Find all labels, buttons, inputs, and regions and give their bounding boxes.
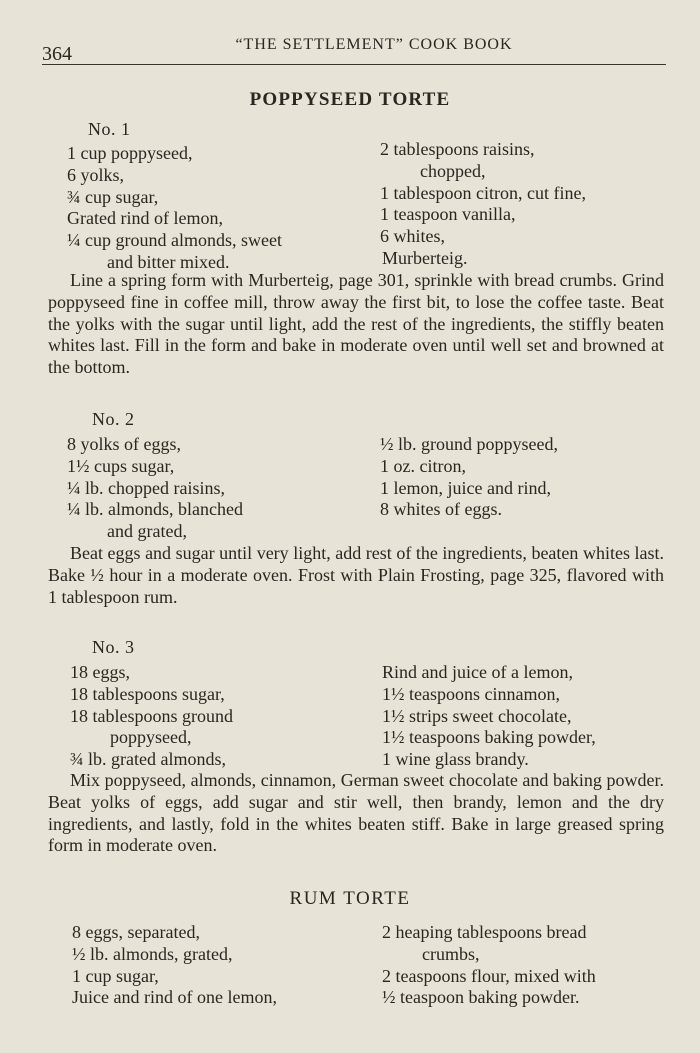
- ingredient: ½ lb. almonds, grated,: [72, 943, 233, 964]
- ingredient-continuation: and bitter mixed.: [107, 251, 230, 272]
- ingredient: ¼ cup ground almonds, sweet: [67, 230, 282, 251]
- ingredient: 6 yolks,: [67, 164, 125, 185]
- ingredient: 1½ teaspoons cinnamon,: [382, 683, 560, 704]
- ingredient-continuation: and grated,: [107, 521, 187, 542]
- ingredient-continuation: crumbs,: [422, 943, 480, 964]
- ingredient: ¼ lb. almonds, blanched: [67, 499, 243, 520]
- ingredients-left-no3: [70, 662, 370, 771]
- ingredients-right-no3: [382, 662, 672, 771]
- method-no3: Mix poppyseed, almonds, cinnamon, German sweet chocolate and baking powder. Beat yolks of eggs, add sugar and stir well, then brandy, lemon and the dry ingredients, and lastly, fold in the whites beaten stiff. Bake in large greased spring form in moderate oven.: [48, 770, 664, 856]
- ingredient: ¼ lb. chopped raisins,: [67, 477, 225, 498]
- page-number: 364: [42, 43, 72, 65]
- ingredient: 6 whites,: [380, 226, 445, 247]
- ingredient: 8 yolks of eggs,: [67, 434, 181, 454]
- ingredient: 8 eggs, separated,: [72, 922, 200, 942]
- method-no1: Line a spring form with Murberteig, page 301, sprinkle with bread crumbs. Grind poppyseed fine in coffee mill, throw away the first bit, to lose the coffee taste. Beat the yolks with the sugar until light, add the rest of the ingredients, the stiffly beaten whites last. Fill in the form and bake in moderate oven until well set and browned at the bottom.: [48, 270, 664, 378]
- ingredients-right-no1: [380, 139, 670, 270]
- ingredient: 8 whites of eggs.: [380, 499, 502, 520]
- ingredient: 1 oz. citron,: [380, 455, 466, 476]
- ingredient: ½ lb. ground poppyseed,: [380, 434, 558, 454]
- ingredient: ¾ cup sugar,: [67, 186, 159, 207]
- ingredient: 18 eggs,: [70, 662, 130, 682]
- ingredient: 1 wine glass brandy.: [382, 749, 529, 770]
- running-head: [42, 34, 666, 65]
- ingredient: 1 lemon, juice and rind,: [380, 477, 551, 498]
- section-label-no3: No. 3: [92, 637, 135, 657]
- recipe-title-rum: RUM TORTE: [289, 888, 411, 909]
- ingredient: 1 tablespoon citron, cut fine,: [380, 182, 586, 203]
- ingredient: Rind and juice of a lemon,: [382, 662, 573, 682]
- recipe-title-poppyseed: POPPYSEED TORTE: [249, 89, 451, 110]
- ingredient: 18 tablespoons sugar,: [70, 683, 225, 704]
- ingredients-left-no2: [67, 434, 367, 543]
- ingredients-right-rum: [382, 922, 672, 1009]
- ingredient: 1 teaspoon vanilla,: [380, 204, 516, 225]
- ingredient: 2 heaping tablespoons bread: [382, 922, 587, 942]
- ingredient-continuation: poppyseed,: [110, 727, 192, 748]
- ingredient: 1½ strips sweet chocolate,: [382, 705, 572, 726]
- ingredient: 1½ cups sugar,: [67, 455, 175, 476]
- book-title: “THE SETTLEMENT” COOK BOOK: [235, 36, 513, 53]
- ingredient: 2 tablespoons raisins,: [380, 139, 535, 159]
- ingredient: Murberteig.: [382, 247, 468, 268]
- ingredient: 2 teaspoons flour, mixed with: [382, 965, 596, 986]
- section-label-no1: No. 1: [88, 119, 131, 139]
- section-label-no2: No. 2: [92, 409, 135, 429]
- ingredient: 1 cup poppyseed,: [67, 143, 193, 163]
- ingredient: 1 cup sugar,: [72, 965, 159, 986]
- ingredient: ¾ lb. grated almonds,: [70, 749, 226, 770]
- ingredient: ½ teaspoon baking powder.: [382, 987, 580, 1008]
- ingredients-left-rum: [72, 922, 372, 1009]
- ingredients-left-no1: [67, 143, 367, 274]
- method-no2: Beat eggs and sugar until very light, add rest of the ingredients, beaten whites last. Bake ½ hour in a moderate oven. Frost with Plain Frosting, page 325, flavored with 1 tablespoon rum.: [48, 543, 664, 607]
- ingredient: Grated rind of lemon,: [67, 208, 223, 229]
- ingredients-right-no2: [380, 434, 670, 521]
- ingredient: 18 tablespoons ground: [70, 705, 233, 726]
- ingredient: Juice and rind of one lemon,: [72, 987, 277, 1008]
- ingredient-continuation: chopped,: [420, 160, 486, 181]
- ingredient: 1½ teaspoons baking powder,: [382, 727, 596, 748]
